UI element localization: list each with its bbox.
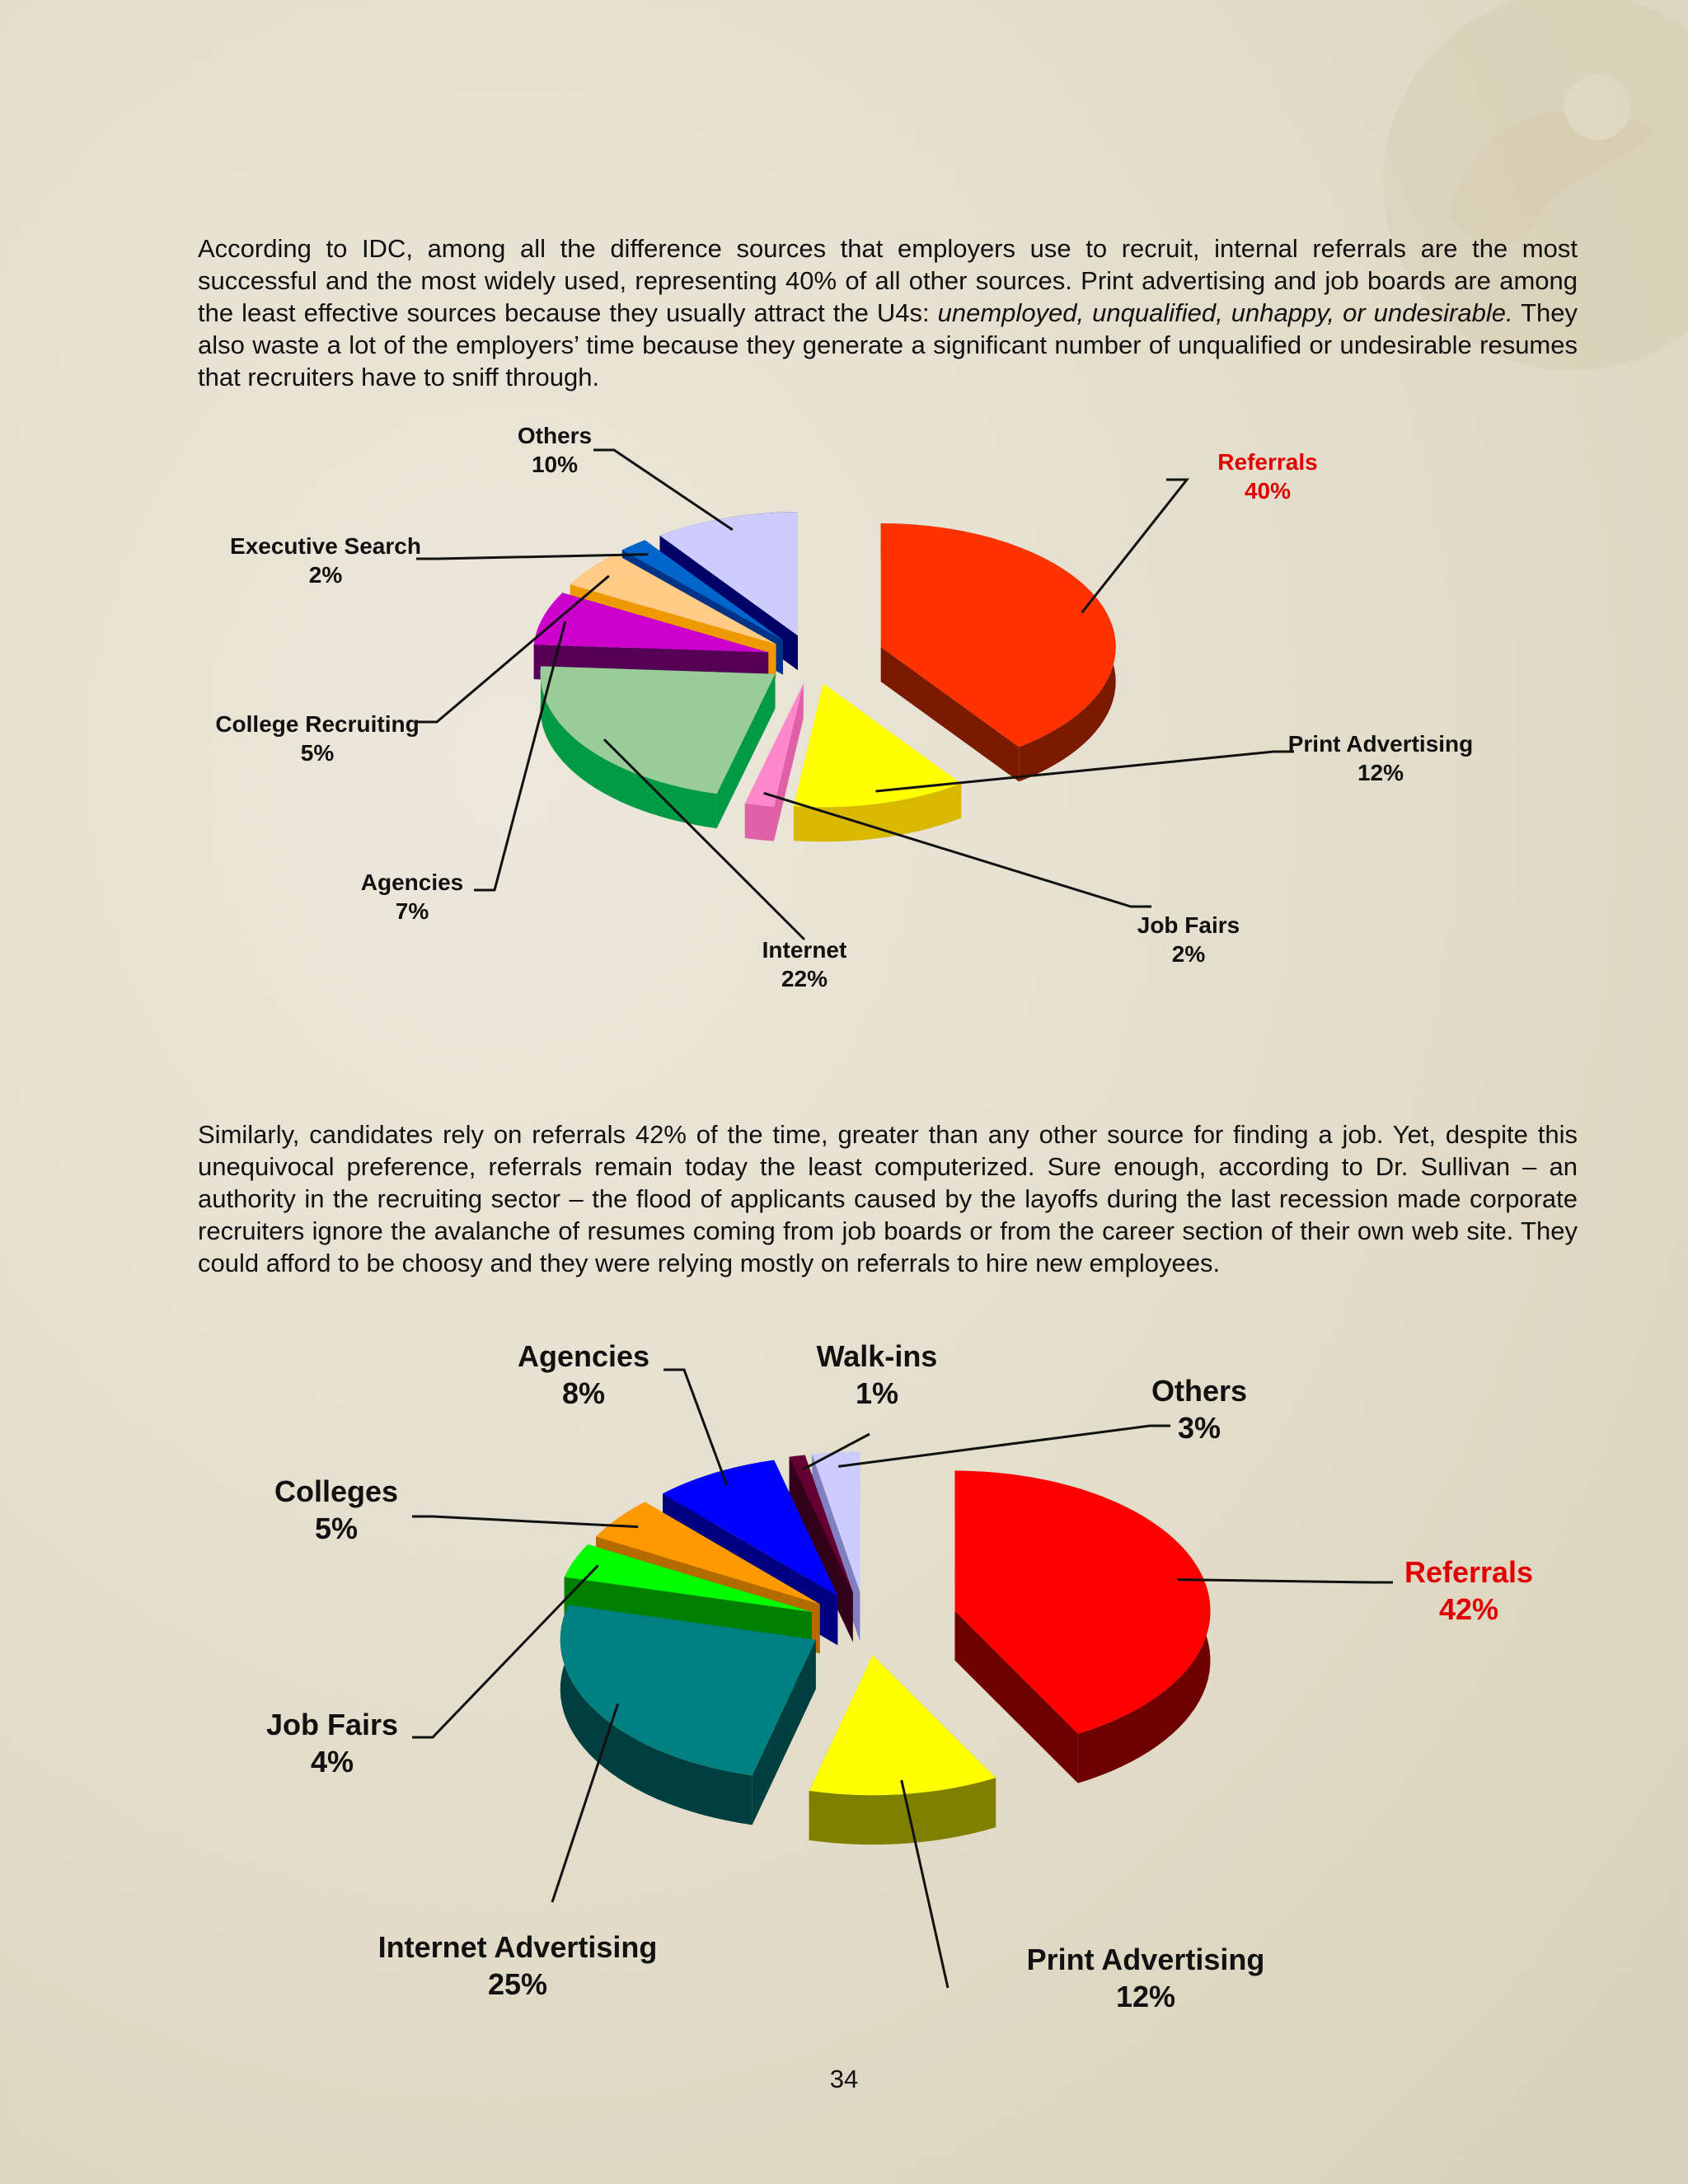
pie-labels bbox=[266, 1339, 1533, 2013]
slice-top bbox=[809, 1655, 996, 1795]
candidate-sources-pie-chart bbox=[0, 1319, 1688, 2044]
pie-slices bbox=[534, 512, 1116, 841]
slice-value: 8% bbox=[561, 1376, 606, 1410]
slice-value: 42% bbox=[1438, 1592, 1499, 1626]
label-referrals bbox=[1178, 1555, 1533, 1626]
slice-name: Colleges bbox=[274, 1474, 399, 1508]
label-colleges bbox=[274, 1474, 638, 1545]
label-others bbox=[838, 1374, 1247, 1466]
slice-referrals bbox=[954, 1471, 1210, 1783]
slice-name: Others bbox=[1151, 1374, 1248, 1408]
slice-referrals bbox=[881, 523, 1116, 781]
slice-value: 40% bbox=[1244, 478, 1292, 504]
slice-value: 4% bbox=[310, 1745, 354, 1779]
slice-name: Walk-ins bbox=[816, 1339, 938, 1373]
slice-name: Referrals bbox=[1404, 1555, 1534, 1589]
slice-value: 2% bbox=[308, 562, 343, 588]
leader-line bbox=[1178, 1580, 1393, 1582]
slice-value: 1% bbox=[855, 1376, 899, 1410]
slice-value: 7% bbox=[395, 898, 429, 924]
slice-name: Print Advertising bbox=[1026, 1943, 1265, 1976]
label-others bbox=[518, 423, 733, 530]
intro-paragraph bbox=[198, 232, 1578, 393]
slice-print-advertising bbox=[809, 1655, 996, 1844]
leader-line bbox=[593, 450, 733, 530]
candidates-paragraph: Similarly, candidates rely on referrals 42% of the time, greater than any other source for finding a job. Yet, despite this unequivocal preference, referrals remain today the least computerized. Sure enough, according to Dr. Sullivan – an authority in the recruiting sector – the flood of applicants caused by the layoffs during the last recession made corporate recruiters ignore the avalanche of resumes coming from job boards or from the career section of their own web site. They could afford to be choosy and they were relying mostly on referrals to hire new employees. bbox=[198, 1120, 1578, 1277]
employer-sources-pie-chart bbox=[0, 412, 1688, 1038]
slice-name: Job Fairs bbox=[1137, 912, 1240, 938]
slice-value: 22% bbox=[781, 966, 828, 991]
slice-name: Others bbox=[517, 423, 593, 448]
leader-line bbox=[412, 1516, 638, 1527]
intro-text-a: According to IDC, among all the difference sources that employers use to recruit, internal referrals are the most successful and the most widely used, representing 40% of all other sources. Print advertising and job boards are among the least effective sources because they usually attract the U4s: bbox=[198, 234, 1578, 327]
label-referrals bbox=[1082, 449, 1318, 612]
label-walk-ins bbox=[803, 1339, 937, 1469]
intro-text-italic: unemployed, unqualified, unhappy, or undesirable. bbox=[937, 298, 1513, 327]
slice-internet bbox=[541, 666, 776, 828]
slice-name: Agencies bbox=[360, 869, 464, 895]
label-agencies bbox=[518, 1339, 727, 1485]
leader-line bbox=[838, 1426, 1170, 1466]
slice-name: Executive Search bbox=[230, 533, 421, 559]
label-job-fairs bbox=[266, 1566, 598, 1779]
leader-line bbox=[663, 1370, 727, 1485]
slice-value: 12% bbox=[1357, 760, 1404, 785]
slice-name: Internet Advertising bbox=[377, 1930, 658, 1964]
slice-name: Referrals bbox=[1217, 449, 1318, 475]
pie-slices bbox=[560, 1452, 1211, 1845]
slice-value: 5% bbox=[300, 740, 335, 766]
slice-name: Job Fairs bbox=[265, 1708, 399, 1741]
slice-name: Print Advertising bbox=[1287, 731, 1474, 757]
slice-value: 3% bbox=[1177, 1411, 1221, 1445]
slice-value: 25% bbox=[487, 1967, 548, 2001]
slice-name: College Recruiting bbox=[215, 711, 420, 737]
intro-text-b: They also waste a lot of the employers’ time because they generate a significant number of unqualified or undesirable resumes that recruiters have to sniff through. bbox=[198, 298, 1578, 391]
leader-line bbox=[1082, 480, 1187, 612]
slice-value: 10% bbox=[531, 452, 579, 477]
slice-name: Internet bbox=[762, 937, 847, 963]
slice-value: 12% bbox=[1115, 1980, 1176, 2013]
page-number: 34 bbox=[829, 2064, 859, 2093]
slice-value: 5% bbox=[314, 1511, 359, 1545]
slice-value: 2% bbox=[1171, 941, 1206, 967]
slice-internet-advertising bbox=[560, 1605, 816, 1825]
slice-name: Agencies bbox=[517, 1339, 650, 1373]
